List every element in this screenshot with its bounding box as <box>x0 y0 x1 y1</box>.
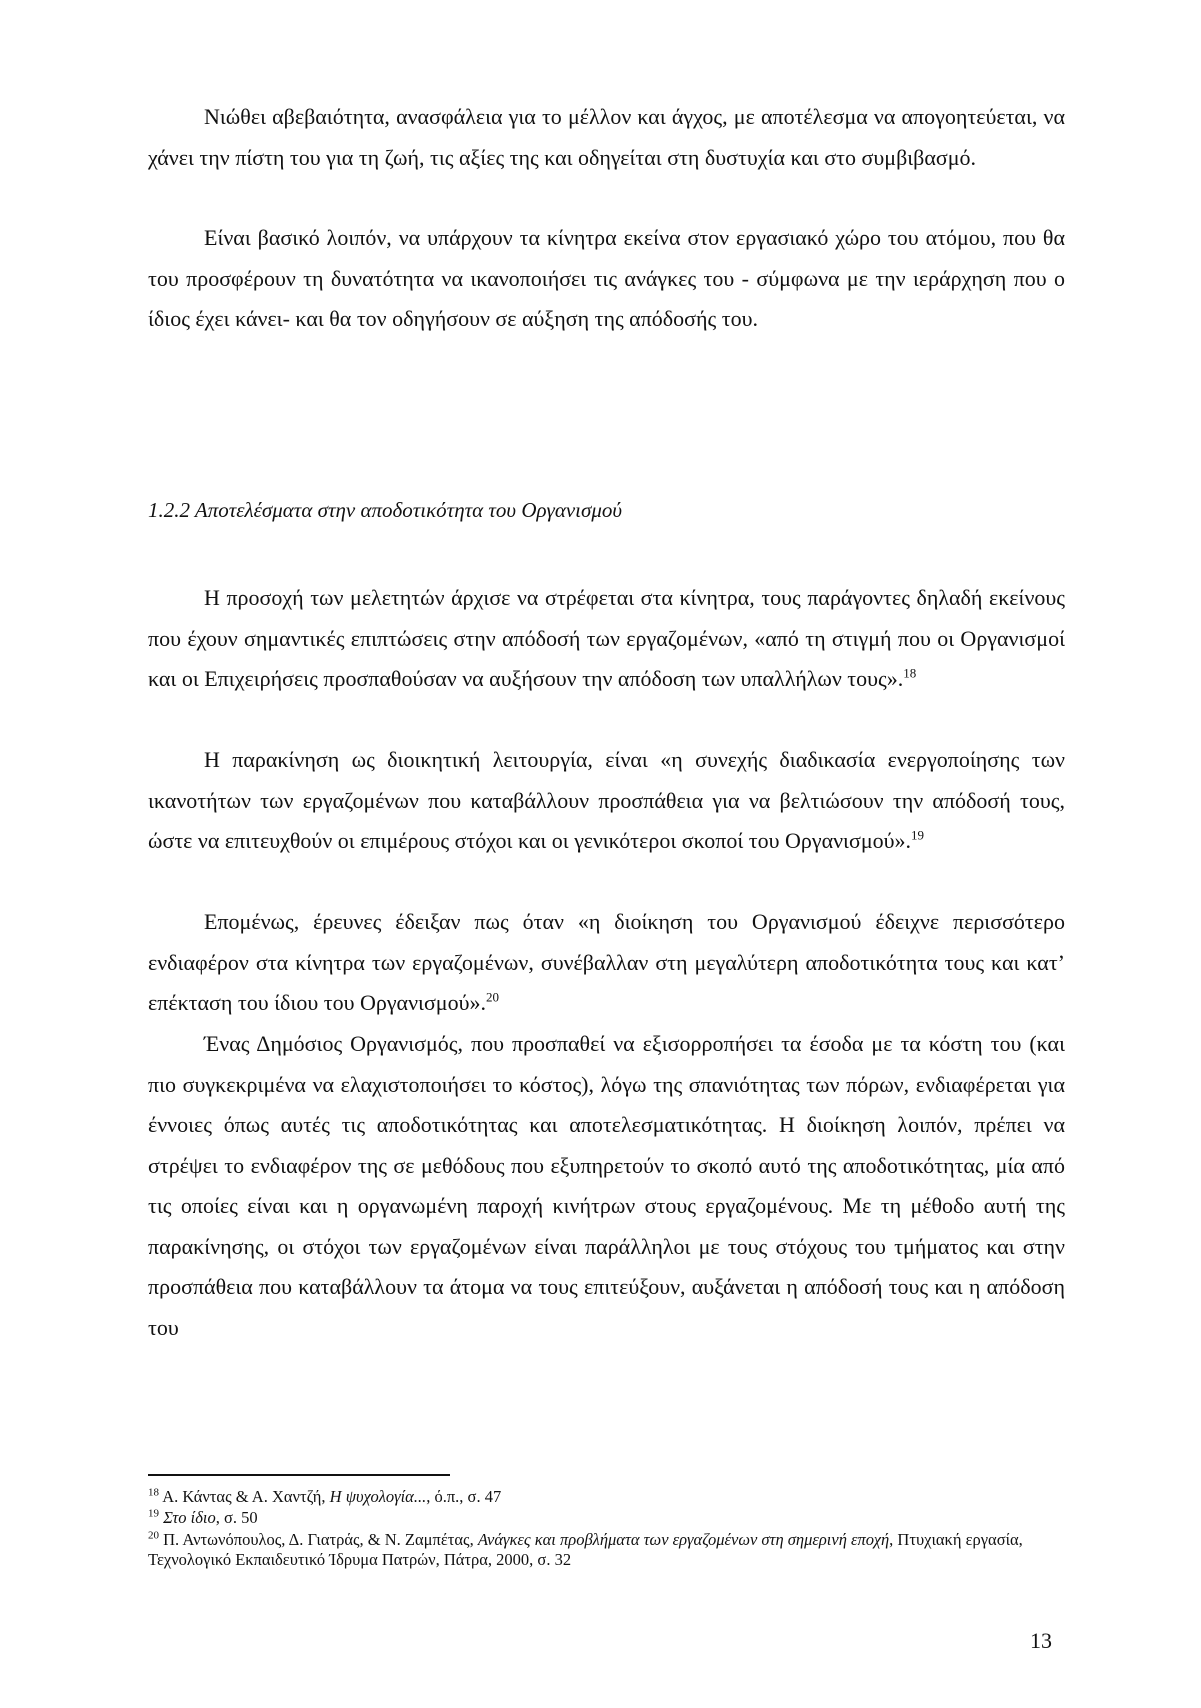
footnote-19 <box>148 1508 1065 1528</box>
footnote-ref-20[interactable]: 20 <box>486 989 499 1005</box>
page-number: 13 <box>1030 1628 1052 1653</box>
paragraph-1: Νιώθει αβεβαιότητα, ανασφάλεια για το μέλλον και άγχος, με αποτέλεσμα να απογοητεύεται, να χάνει την πίστη του για τη ζωή, τις αξίες της και οδηγείται στη δυστυχία και στο συμβιβασμό. <box>148 104 1065 170</box>
footnote-title: Η ψυχολογία... <box>329 1487 427 1506</box>
paragraph-3-text: Η προσοχή των μελετητών άρχισε να στρέφεται στα κίνητρα, τους παράγοντες δηλαδή εκείνους που έχουν σημαντικές επιπτώσεις στην απόδοσή των εργαζομένων, «από τη στιγμή που οι Οργανισμοί και οι Επιχειρήσεις προσπαθούσαν να αυξήσουν την απόδοση των υπαλλήλων τους». <box>148 585 1065 691</box>
paragraph-2: Είναι βασικό λοιπόν, να υπάρχουν τα κίνητρα εκείνα στον εργασιακό χώρο του ατόμου, που θα του προσφέρουν τη δυνατότητα να ικανοποιήσει τις ανάγκες του - σύμφωνα με την ιεράρχηση που ο ίδιος έχει κάνει- και θα τον οδηγήσουν σε αύξηση της απόδοσής του. <box>148 225 1065 331</box>
paragraph-5-text: Επομένως, έρευνες έδειξαν πως όταν «η διοίκηση του Οργανισμού έδειχνε περισσότερο ενδιαφέρον στα κίνητρα των εργαζομένων, συνέβαλλαν στη μεγαλύτερη αποδοτικότητα τους και κατ’ επέκταση του ίδιου του Οργανισμού». <box>148 909 1065 1015</box>
footnote-title: Ανάγκες και προβλήματα των εργαζομένων στη σημερινή εποχή <box>477 1530 890 1549</box>
footnote-ref-18[interactable]: 18 <box>903 665 917 681</box>
footnote-ref-19[interactable]: 19 <box>911 827 925 843</box>
paragraph-6: Ένας Δημόσιος Οργανισμός, που προσπαθεί να εξισορροπήσει τα έσοδα με τα κόστη του (και πιο συγκεκριμένα να ελαχιστοποιήσει το κόστος), λόγω της σπανιότητας των πόρων, ενδιαφέρεται για έννοιες όπως αυτές τις αποδοτικότητας και αποτελεσματικότητας. Η διοίκηση λοιπόν, πρέπει να στρέψει το ενδιαφέρον της σε μεθόδους που εξυπηρετούν το σκοπό αυτό της αποδοτικότητας, μία από τις οποίες είναι και η οργανωμένη παροχή κινήτρων στους εργαζομένους. Με τη μέθοδο αυτή της παρακίνησης, οι στόχοι των εργαζομένων είναι παράλληλοι με τους στόχους του τμήματος και στην προσπάθεια που καταβάλλουν τα άτομα να τους επιτεύξουν, αυξάνεται η απόδοσή τους και η απόδοση του <box>148 1031 1065 1340</box>
footnote-text: , ό.π., σ. 47 <box>426 1487 502 1506</box>
footnote-18 <box>148 1487 1065 1507</box>
paragraph-5 <box>148 902 1065 1024</box>
footnote-divider <box>148 1474 450 1476</box>
footnote-number: 18 <box>148 1486 159 1499</box>
footnote-text: , Πτυχιακή εργασία, Τεχνολογικό Εκπαιδευτικό Ίδρυμα Πατρών, Πάτρα, 2000, σ. 32 <box>148 1530 1023 1569</box>
footnote-text: Α. Κάντας & Α. Χαντζή, <box>162 1487 330 1506</box>
footnote-text: Π. Αντωνόπουλος, Δ. Γιατράς, & Ν. Ζαμπέτας, <box>163 1530 478 1549</box>
paragraph-3 <box>148 578 1065 700</box>
footnote-title: Στο ίδιο <box>163 1508 216 1527</box>
paragraph-4 <box>148 740 1065 862</box>
footnote-number: 19 <box>148 1507 159 1520</box>
footnote-20 <box>148 1530 1065 1570</box>
footnote-number: 20 <box>148 1529 159 1542</box>
footnote-text: , σ. 50 <box>215 1508 258 1527</box>
section-heading: 1.2.2 Αποτελέσματα στην αποδοτικότητα του Οργανισμού <box>148 498 623 522</box>
paragraph-4-text: Η παρακίνηση ως διοικητική λειτουργία, είναι «η συνεχής διαδικασία ενεργοποίησης των ικανοτήτων των εργαζομένων που καταβάλλουν προσπάθεια για να βελτιώσουν την απόδοσή τους, ώστε να επιτευχθούν οι επιμέρους στόχοι και οι γενικότεροι σκοποί του Οργανισμού». <box>148 747 1065 853</box>
